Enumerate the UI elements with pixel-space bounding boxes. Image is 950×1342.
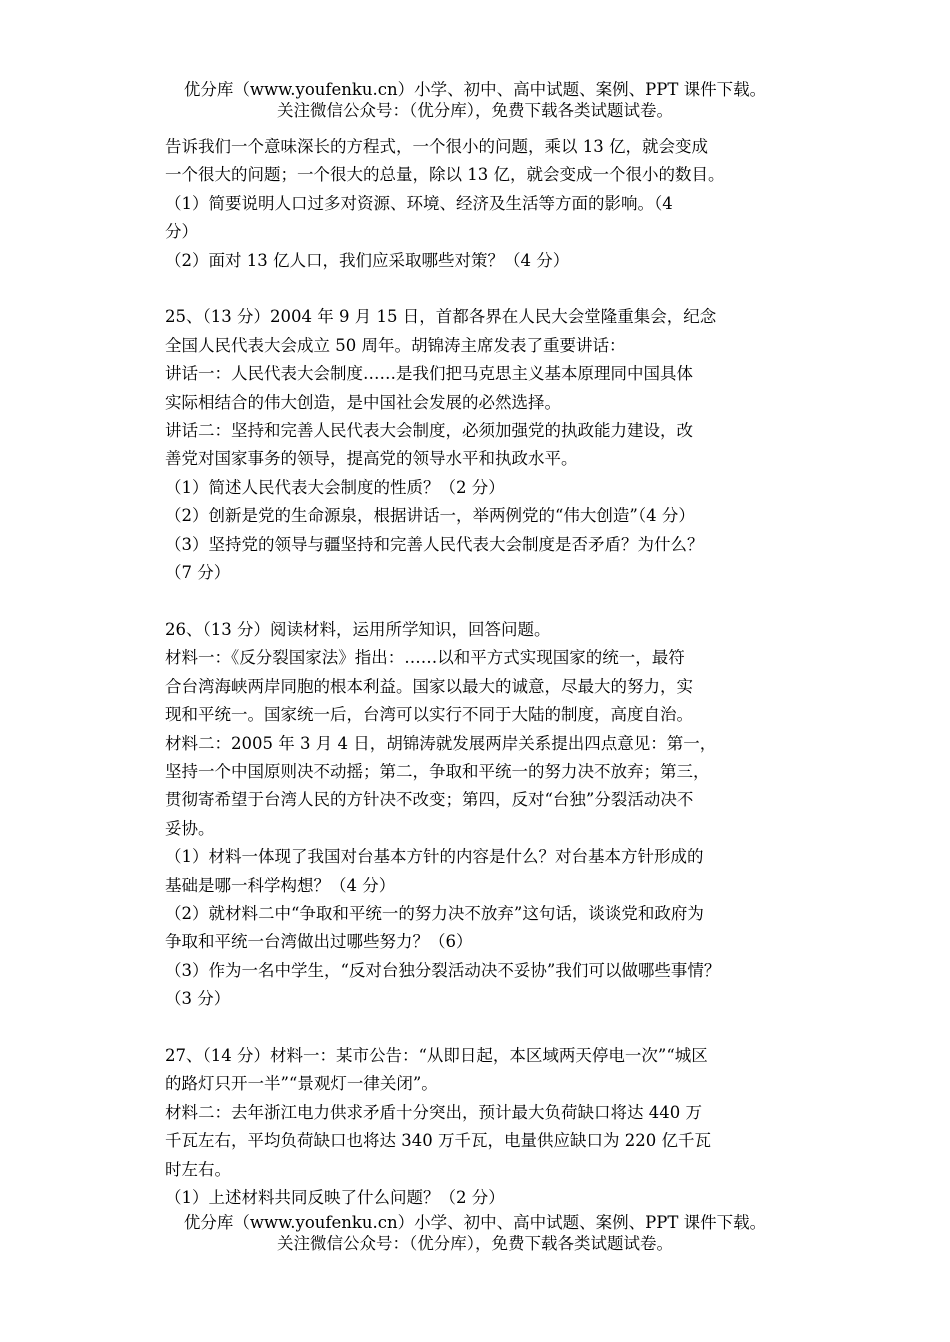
text-line: 26、（13 分）阅读材料，运用所学知识，回答问题。 [165,619,551,639]
header-line-1: 优分库（www.youfenku.cn）小学、初中、高中试题、案例、PPT 课件下载。 [183,80,767,99]
text-line: （1）上述材料共同反映了什么问题？（2 分） [165,1187,505,1207]
text-line: 实际相结合的伟大创造，是中国社会发展的必然选择。 [165,392,561,412]
text-line: 告诉我们一个意味深长的方程式，一个很小的问题，乘以 13 亿，就会变成 [165,137,708,156]
text-line: 现和平统一。国家统一后，台湾可以实行不同于大陆的制度，高度自治。 [165,705,693,725]
page-header [0,79,950,121]
text-line: （3）坚持党的领导与疆坚持和完善人民代表大会制度是否矛盾？为什么？ [165,534,704,554]
text-line: 分） [165,222,198,242]
text-line: （2）创新是党的生命源泉，根据讲话一，举两例党的“伟大创造”（4 分） [165,506,695,526]
text-line: 争取和平统一台湾做出过哪些努力？（6） [165,932,473,952]
text-line: 的路灯只开一半”“景观灯一律关闭”。 [165,1074,438,1094]
text-line: （1）材料一体现了我国对台基本方针的内容是什么？对台基本方针形成的 [165,847,704,867]
text-line: 贯彻寄希望于台湾人民的方针决不改变；第四，反对“台独”分裂活动决不 [165,790,694,810]
text-line: 材料一：《反分裂国家法》指出：……以和平方式实现国家的统一，最符 [165,648,685,668]
text-line: 妥协。 [165,818,215,838]
text-line: （2）面对 13 亿人口，我们应采取哪些对策？（4 分） [165,250,570,270]
text-line: 25、（13 分）2004 年 9 月 15 日，首都各界在人民大会堂隆重集会，纪念 [165,307,717,327]
text-line: 一个很大的问题；一个很大的总量，除以 13 亿，就会变成一个很小的数目。 [165,165,725,185]
text-line: 善党对国家事务的领导，提高党的领导水平和执政水平。 [165,449,578,469]
text-line: 基础是哪一科学构想？（4 分） [165,875,396,895]
text-line: （7 分） [165,563,231,583]
page-footer [0,1212,950,1254]
text-line: 全国人民代表大会成立 50 周年。胡锦涛主席发表了重要讲话： [165,335,626,355]
text-line: （3）作为一名中学生，“反对台独分裂活动决不妥协”我们可以做哪些事情？ [165,960,721,980]
text-line: 27、（14 分）材料一：某市公告：“从即日起，本区域两天停电一次”“城区 [165,1045,708,1065]
footer-line-2: 关注微信公众号：（优分库），免费下载各类试题试卷。 [277,1234,673,1253]
header-line-2: 关注微信公众号：（优分库），免费下载各类试题试卷。 [277,101,673,120]
text-line: （2）就材料二中“争取和平统一的努力决不放弃”这句话，谈谈党和政府为 [165,903,704,923]
blank-line [165,1014,797,1042]
document-body [165,133,797,1212]
text-line: 千瓦左右，平均负荷缺口也将达 340 万千瓦，电量供应缺口为 220 亿千瓦 [165,1131,711,1151]
text-line: 材料二：去年浙江电力供求矛盾十分突出，预计最大负荷缺口将达 440 万 [165,1102,702,1122]
text-line: 时左右。 [165,1159,231,1179]
text-line: （1）简要说明人口过多对资源、环境、经济及生活等方面的影响。（4 [165,193,673,213]
text-line: （1）简述人民代表大会制度的性质？（2 分） [165,477,505,497]
text-line: 讲话二：坚持和完善人民代表大会制度，必须加强党的执政能力建设，改 [165,421,693,441]
footer-line-1: 优分库（www.youfenku.cn）小学、初中、高中试题、案例、PPT 课件下载。 [183,1213,767,1232]
text-line: 材料二：2005 年 3 月 4 日，胡锦涛就发展两岸关系提出四点意见：第一， [165,733,717,753]
text-line: 合台湾海峡两岸同胞的根本利益。国家以最大的诚意，尽最大的努力，实 [165,676,693,696]
text-line: 讲话一：人民代表大会制度……是我们把马克思主义基本原理同中国具体 [165,364,693,384]
blank-line [165,275,797,303]
text-line: 坚持一个中国原则决不动摇；第二，争取和平统一的努力决不放弃；第三， [165,761,710,781]
text-line: （3 分） [165,989,231,1009]
blank-line [165,587,797,615]
